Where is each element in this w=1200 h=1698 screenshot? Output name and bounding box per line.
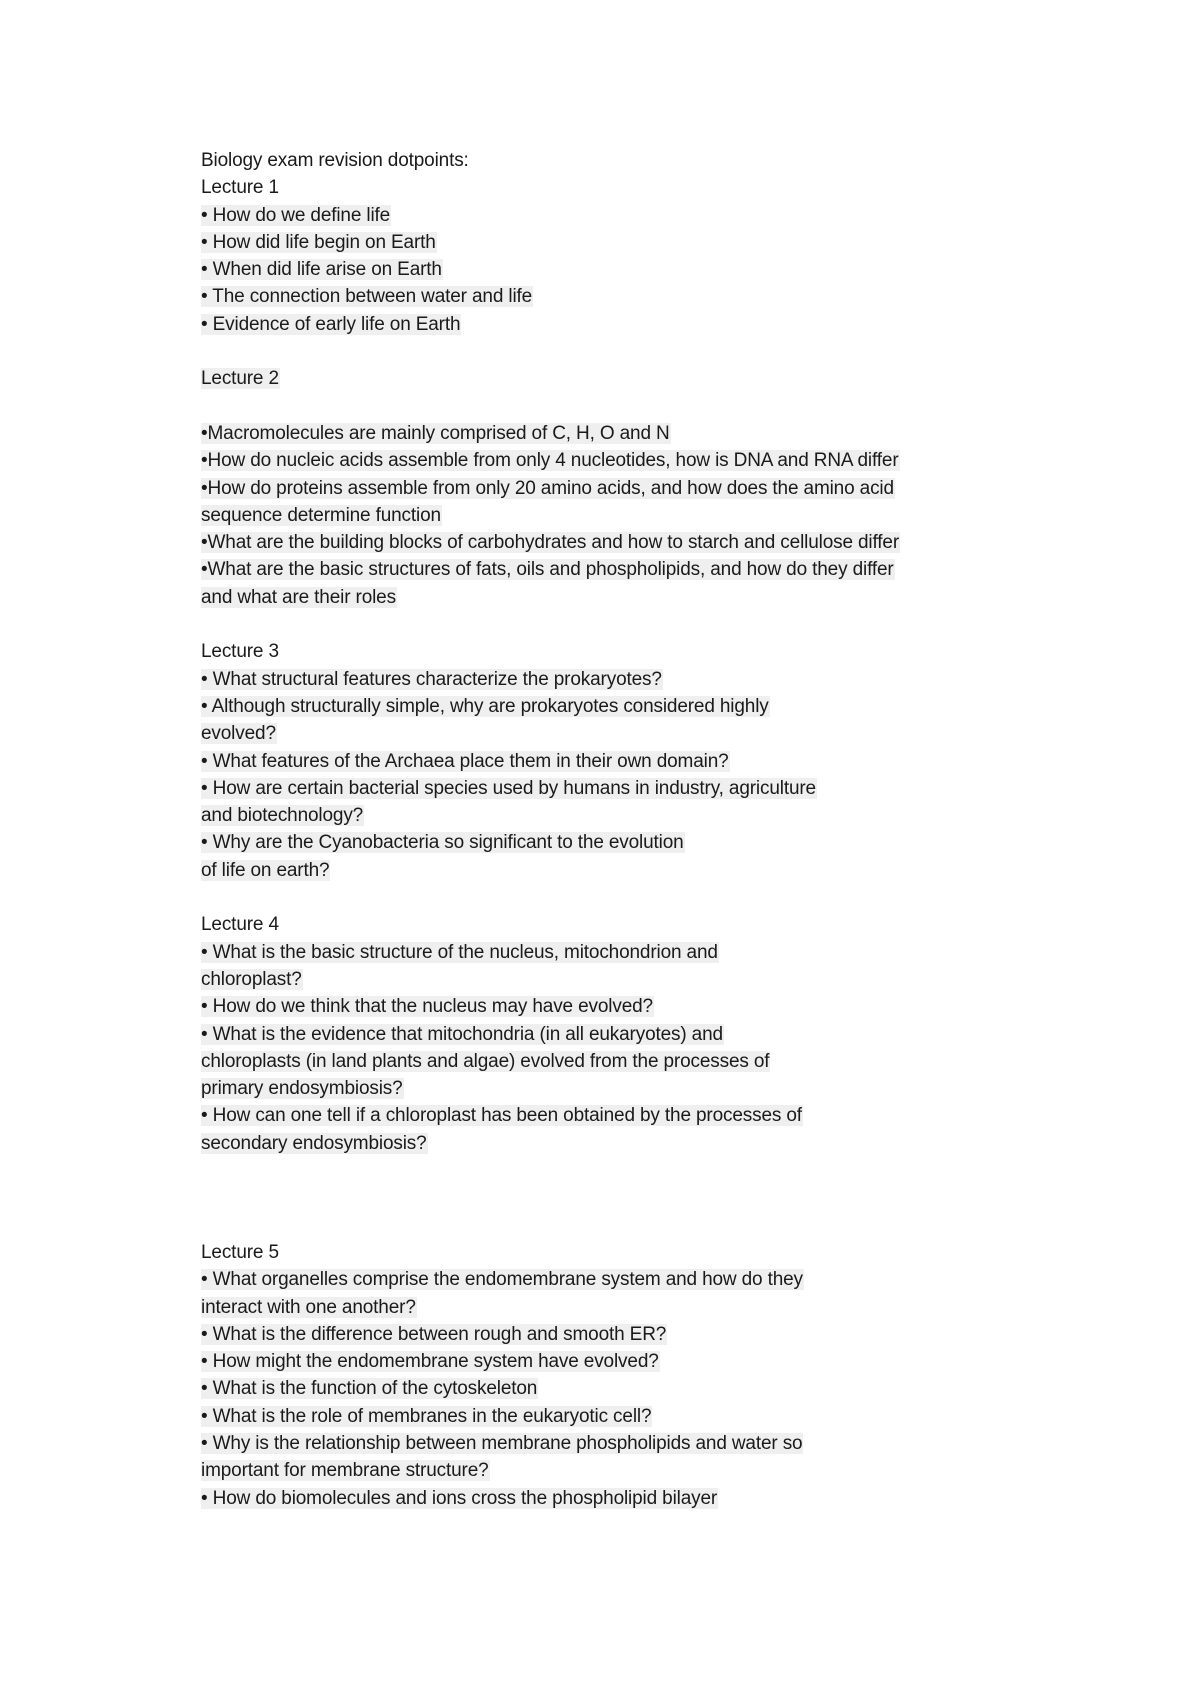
lecture-4-line-text: • What is the evidence that mitochondria (in all eukaryotes) and	[201, 1023, 723, 1045]
lecture-1-item-text: • How do we define life	[201, 204, 391, 226]
lecture-5-line	[201, 1321, 1001, 1348]
lecture-4-line	[201, 1021, 1001, 1048]
lecture-2-line	[201, 447, 1001, 474]
lecture-4-line	[201, 1102, 1001, 1129]
lecture-2-line-text: •How do nucleic acids assemble from only 4 nucleotides, how is DNA and RNA differ	[201, 450, 899, 472]
document-body	[201, 147, 1001, 1512]
lecture-3-line	[201, 720, 1001, 747]
spacer	[201, 611, 1001, 638]
lecture-5-line-text: • What organelles comprise the endomembrane system and how do they	[201, 1269, 803, 1291]
lecture-1-item-text: • When did life arise on Earth	[201, 259, 442, 281]
lecture-1-item	[201, 311, 1001, 338]
document-title	[201, 147, 1001, 174]
lecture-2-line	[201, 502, 1001, 529]
lecture-3-line	[201, 802, 1001, 829]
lecture-3-line-text: • Although structurally simple, why are prokaryotes considered highly	[201, 695, 769, 717]
lecture-3-line-text: • Why are the Cyanobacteria so significant to the evolution	[201, 832, 684, 854]
lecture-1-item	[201, 202, 1001, 229]
lecture-3-heading	[201, 638, 1001, 665]
lecture-3-line	[201, 775, 1001, 802]
spacer	[201, 1157, 1001, 1239]
lecture-5-line	[201, 1430, 1001, 1457]
lecture-4-line-text: secondary endosymbiosis?	[201, 1132, 427, 1154]
lecture-1-item-text: • The connection between water and life	[201, 286, 533, 308]
lecture-4-line-text: • How can one tell if a chloroplast has been obtained by the processes of	[201, 1105, 802, 1127]
lecture-4-line	[201, 993, 1001, 1020]
lecture-3-line	[201, 829, 1001, 856]
lecture-5-line	[201, 1375, 1001, 1402]
lecture-2-line	[201, 529, 1001, 556]
lecture-5-line-text: interact with one another?	[201, 1296, 416, 1318]
lecture-5-line-text: • What is the function of the cytoskeleton	[201, 1378, 538, 1400]
lecture-5-line-text: • Why is the relationship between membrane phospholipids and water so	[201, 1433, 803, 1455]
lecture-3-line	[201, 693, 1001, 720]
lecture-1-heading	[201, 174, 1001, 201]
lecture-2-line-text: •How do proteins assemble from only 20 amino acids, and how does the amino acid	[201, 477, 894, 499]
lecture-3-line-text: • What features of the Archaea place them in their own domain?	[201, 750, 729, 772]
lecture-4-line-text: chloroplast?	[201, 968, 302, 990]
lecture-3-line	[201, 857, 1001, 884]
lecture-3-line-text: • What structural features characterize the prokaryotes?	[201, 668, 662, 690]
lecture-5-line-text: • How might the endomembrane system have evolved?	[201, 1351, 659, 1373]
lecture-4-line	[201, 939, 1001, 966]
lecture-5-line-text: • What is the difference between rough and smooth ER?	[201, 1323, 667, 1345]
lecture-4-line-text: • How do we think that the nucleus may have evolved?	[201, 996, 653, 1018]
lecture-5-line-text: important for membrane structure?	[201, 1460, 489, 1482]
lecture-2-line	[201, 556, 1001, 583]
lecture-2-line	[201, 420, 1001, 447]
lecture-5-line	[201, 1457, 1001, 1484]
lecture-2-line-text: and what are their roles	[201, 586, 396, 608]
lecture-1-item-text: • Evidence of early life on Earth	[201, 313, 461, 335]
lecture-5-line	[201, 1294, 1001, 1321]
lecture-5-line	[201, 1266, 1001, 1293]
lecture-2-line	[201, 584, 1001, 611]
lecture-2-line	[201, 475, 1001, 502]
lecture-4-line	[201, 1075, 1001, 1102]
lecture-2-line-text: •Macromolecules are mainly comprised of C, H, O and N	[201, 422, 670, 444]
lecture-5-line	[201, 1403, 1001, 1430]
lecture-1-item	[201, 256, 1001, 283]
lecture-3-line-text: and biotechnology?	[201, 805, 364, 827]
lecture-3-heading-text: Lecture 3	[201, 641, 279, 663]
lecture-4-line	[201, 966, 1001, 993]
lecture-4-line	[201, 1048, 1001, 1075]
lecture-4-line-text: • What is the basic structure of the nucleus, mitochondrion and	[201, 941, 718, 963]
lecture-1-heading-text: Lecture 1	[201, 177, 279, 199]
lecture-5-line	[201, 1348, 1001, 1375]
lecture-5-line-text: • How do biomolecules and ions cross the phospholipid bilayer	[201, 1487, 718, 1509]
lecture-2-heading-text: Lecture 2	[201, 368, 279, 390]
lecture-3-line-text: of life on earth?	[201, 859, 330, 881]
lecture-5-heading-text: Lecture 5	[201, 1241, 279, 1263]
lecture-3-line	[201, 748, 1001, 775]
spacer	[201, 884, 1001, 911]
lecture-5-heading	[201, 1239, 1001, 1266]
lecture-3-line-text: • How are certain bacterial species used by humans in industry, agriculture	[201, 777, 816, 799]
lecture-4-line-text: chloroplasts (in land plants and algae) evolved from the processes of	[201, 1050, 770, 1072]
spacer	[201, 393, 1001, 420]
lecture-3-line	[201, 666, 1001, 693]
lecture-4-heading-text: Lecture 4	[201, 914, 279, 936]
lecture-1-item	[201, 229, 1001, 256]
spacer	[201, 338, 1001, 365]
lecture-3-line-text: evolved?	[201, 723, 276, 745]
lecture-4-line-text: primary endosymbiosis?	[201, 1078, 403, 1100]
lecture-2-line-text: •What are the basic structures of fats, oils and phospholipids, and how do they differ	[201, 559, 894, 581]
lecture-5-line	[201, 1485, 1001, 1512]
lecture-2-line-text: sequence determine function	[201, 504, 441, 526]
lecture-1-item	[201, 283, 1001, 310]
lecture-1-item-text: • How did life begin on Earth	[201, 231, 436, 253]
document-title-text: Biology exam revision dotpoints:	[201, 150, 469, 171]
lecture-4-line	[201, 1130, 1001, 1157]
lecture-5-line-text: • What is the role of membranes in the eukaryotic cell?	[201, 1405, 652, 1427]
lecture-2-heading	[201, 365, 1001, 392]
lecture-4-heading	[201, 911, 1001, 938]
lecture-2-line-text: •What are the building blocks of carbohydrates and how to starch and cellulose differ	[201, 532, 900, 554]
